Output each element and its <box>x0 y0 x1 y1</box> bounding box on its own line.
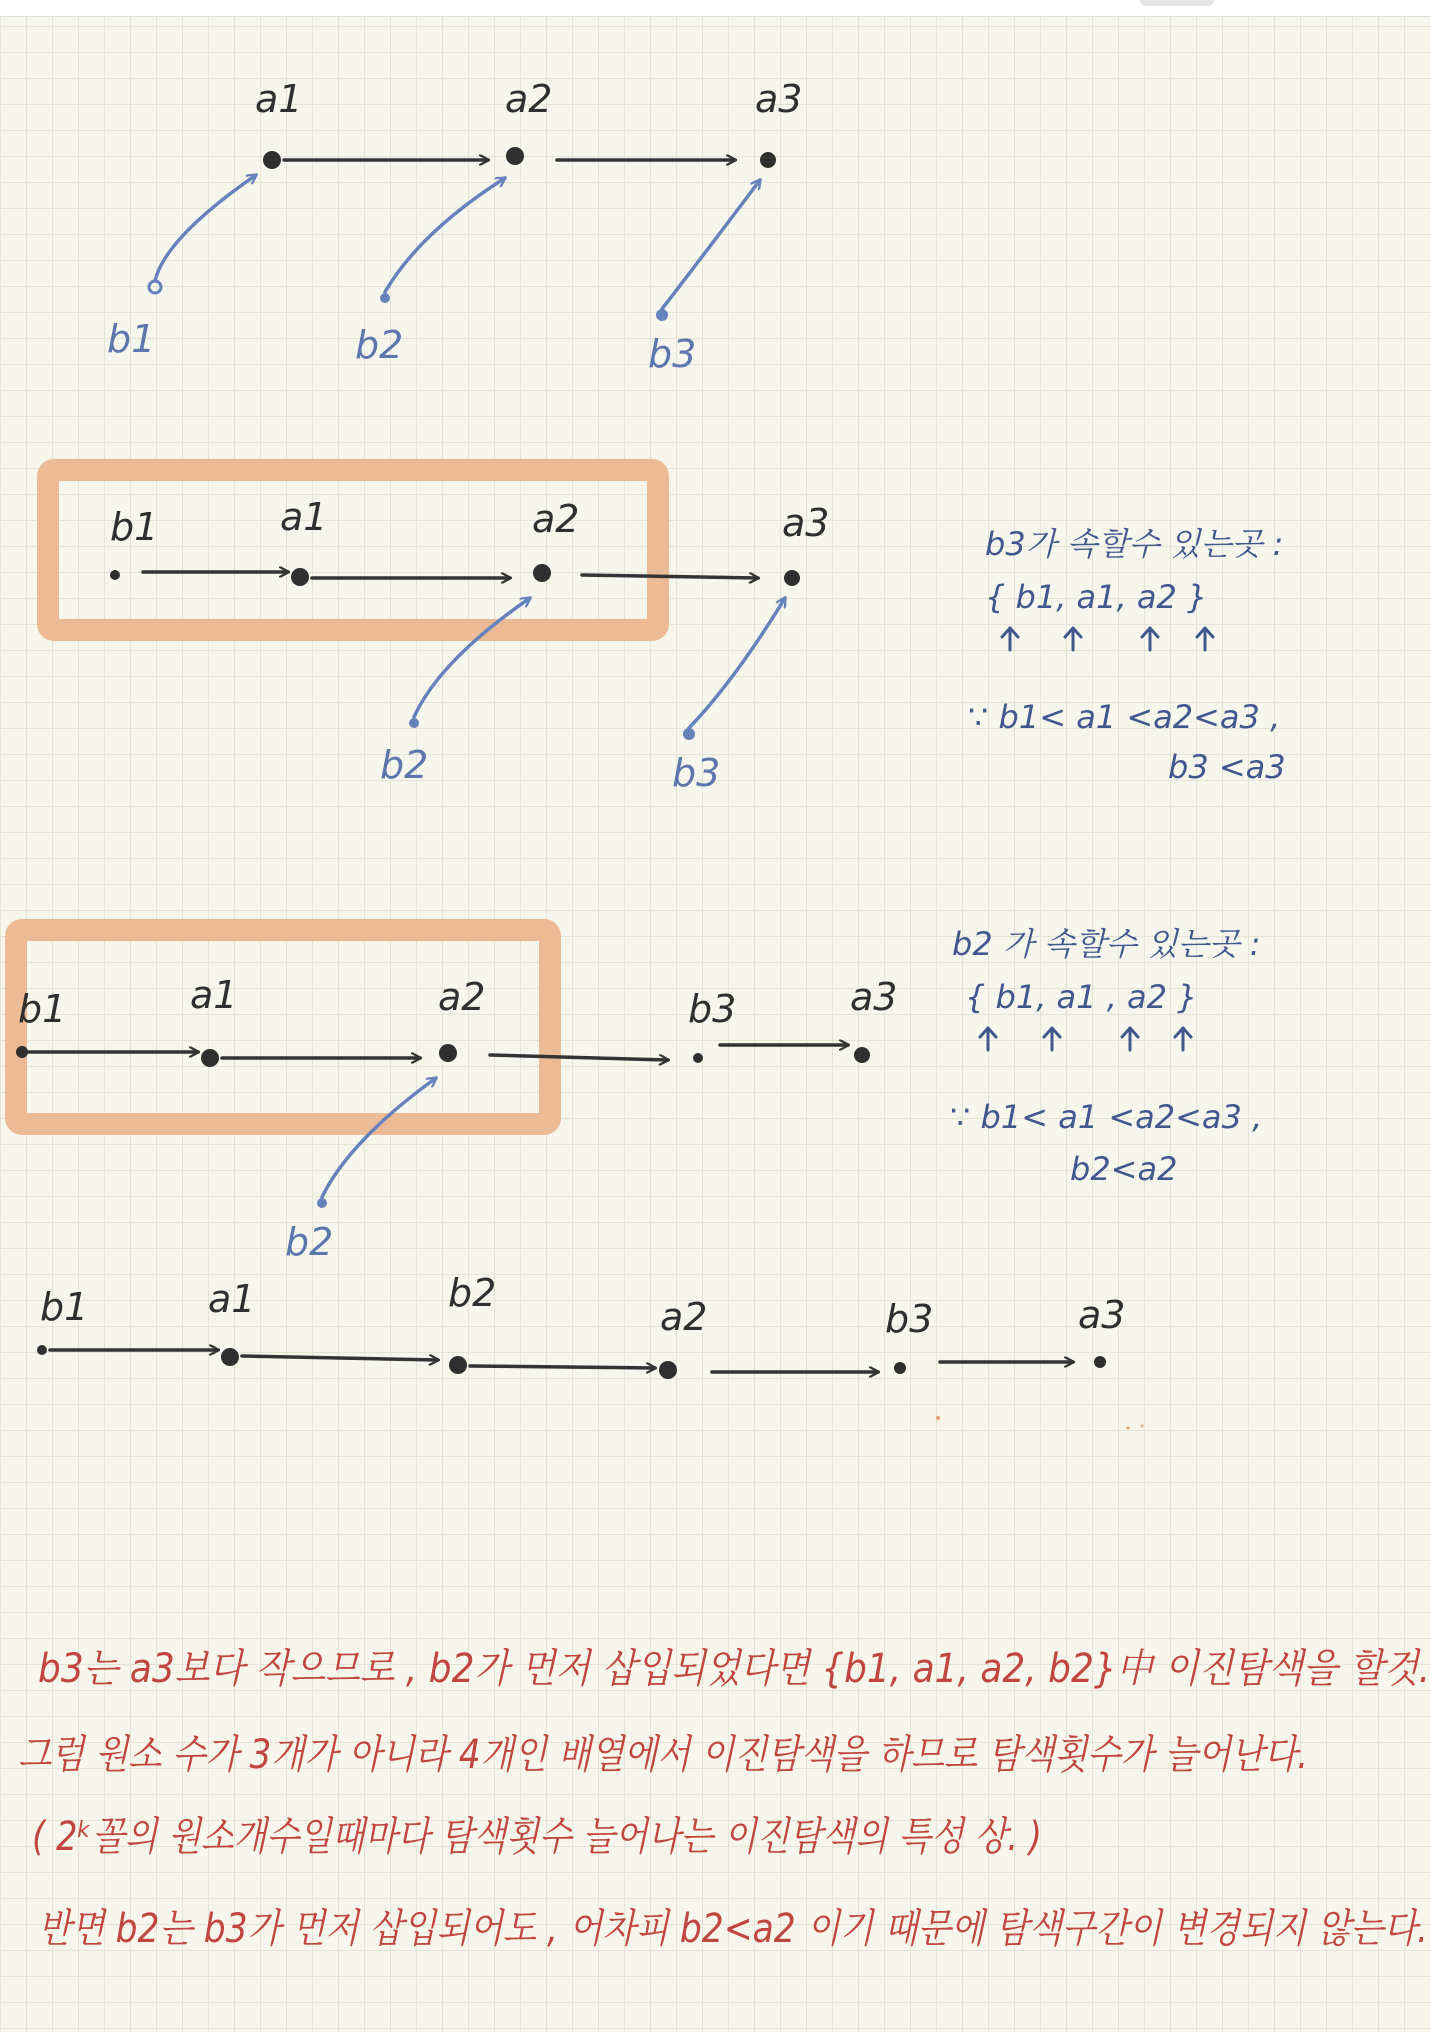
note-reason-1: ∵ b1< a1 <a2<a3 , <box>950 1098 1263 1136</box>
up-arrow-2 <box>1065 628 1081 650</box>
node-b1 <box>149 281 161 293</box>
note-reason-2: b3 <a3 <box>1168 748 1286 786</box>
node-a1 <box>221 1348 239 1366</box>
up-arrow-1 <box>980 1028 996 1050</box>
node-b2 <box>449 1356 467 1374</box>
diagram-2 <box>48 470 829 795</box>
arrow-b2-a2 <box>385 178 505 292</box>
node-b1 <box>37 1345 47 1355</box>
label-b2: b2 <box>380 743 429 787</box>
up-arrow-1 <box>1002 628 1018 650</box>
node-a3 <box>784 570 800 586</box>
arrow-a1-b2 <box>242 1356 438 1360</box>
node-a2 <box>533 564 551 582</box>
explanation-line-3: ( 2ᵏ꼴의 원소개수일때마다 탐색횟수 늘어나는 이진탐색의 특성 상. ) <box>32 1814 1042 1860</box>
node-a2 <box>659 1361 677 1379</box>
label-b3: b3 <box>648 332 697 376</box>
label-a3: a3 <box>755 77 803 121</box>
diagram-2-note <box>968 525 1286 786</box>
up-arrow-4 <box>1175 1028 1191 1050</box>
node-a3 <box>854 1047 870 1063</box>
diagram-3 <box>16 930 897 1264</box>
arrow-b3-a3 <box>662 180 760 309</box>
label-a1: a1 <box>255 77 303 121</box>
explanation-line-4: 반면 b2는 b3가 먼저 삽입되어도 , 어차피 b2<a2 이기 때문에 탐색구간이 변경되지 않는다. <box>38 1906 1428 1952</box>
node-b2 <box>409 718 419 728</box>
arrow-b2-a2 <box>470 1366 655 1368</box>
label-a2: a2 <box>660 1295 708 1339</box>
diagram-3-note <box>950 925 1262 1188</box>
note-title: b3가 속할수 있는곳 : <box>985 525 1284 563</box>
label-b2: b2 <box>285 1220 334 1264</box>
stray-dot <box>1141 1425 1144 1428</box>
label-a3: a3 <box>1078 1293 1126 1337</box>
label-a2: a2 <box>438 975 486 1019</box>
node-a1 <box>291 568 309 586</box>
node-a1 <box>201 1049 219 1067</box>
node-a3 <box>1094 1356 1106 1368</box>
up-arrow-3 <box>1122 1028 1138 1050</box>
node-b3 <box>894 1362 906 1374</box>
up-arrow-3 <box>1142 628 1158 650</box>
node-a1 <box>263 151 281 169</box>
label-a2: a2 <box>505 77 553 121</box>
node-a2 <box>439 1044 457 1062</box>
diagram-4 <box>37 1271 1144 1430</box>
explanation-line-2: 그럼 원소 수가 3개가 아니라 4개인 배열에서 이진탐색을 하므로 탐색횟수가 늘어난다. <box>18 1732 1308 1778</box>
node-b3 <box>656 309 668 321</box>
arrow-b1-a1 <box>155 175 256 281</box>
label-a1: a1 <box>190 973 238 1017</box>
label-a1: a1 <box>208 1277 256 1321</box>
arrow-b2-a2 <box>414 598 530 717</box>
arrow-b2-a2 <box>322 1078 436 1197</box>
label-a3: a3 <box>782 501 830 545</box>
arrow-a2-b3 <box>490 1055 668 1060</box>
node-b3 <box>693 1053 703 1063</box>
up-arrow-2 <box>1044 1028 1060 1050</box>
explanation-text <box>18 1646 1430 1952</box>
up-arrow-4 <box>1197 628 1213 650</box>
node-b2 <box>317 1198 327 1208</box>
node-b3 <box>683 728 695 740</box>
label-b1: b1 <box>18 987 67 1031</box>
note-reason-1: ∵ b1< a1 <a2<a3 , <box>968 698 1281 736</box>
label-b2: b2 <box>448 1271 497 1315</box>
node-b1 <box>16 1046 28 1058</box>
highlight-box <box>16 930 550 1124</box>
diagram-1 <box>107 77 802 376</box>
label-b1: b1 <box>110 505 159 549</box>
node-b1 <box>110 570 120 580</box>
node-a2 <box>506 147 524 165</box>
label-b2: b2 <box>355 323 404 367</box>
arrow-b3-a3 <box>689 598 785 728</box>
label-b1: b1 <box>107 317 156 361</box>
label-b3: b3 <box>885 1297 934 1341</box>
note-set: { b1, a1 , a2 } <box>965 978 1198 1016</box>
node-b2 <box>380 293 390 303</box>
label-a1: a1 <box>280 495 328 539</box>
stray-dot <box>1127 1427 1130 1430</box>
label-a3: a3 <box>850 975 898 1019</box>
highlight-box <box>48 470 658 630</box>
explanation-line-1: b3는 a3보다 작으므로 , b2가 먼저 삽입되었다면 {b1, a1, a2, b2}中 이진탐색을 할것. <box>38 1646 1430 1692</box>
note-reason-2: b2<a2 <box>1070 1150 1178 1188</box>
label-b3: b3 <box>672 751 721 795</box>
arrow-a2-a3 <box>582 575 758 578</box>
stray-dot <box>936 1416 940 1420</box>
note-set: { b1, a1, a2 } <box>985 578 1208 616</box>
label-b1: b1 <box>40 1285 89 1329</box>
note-title: b2 가 속할수 있는곳 : <box>952 925 1261 963</box>
label-a2: a2 <box>532 497 580 541</box>
node-a3 <box>760 152 776 168</box>
label-b3: b3 <box>688 987 737 1031</box>
